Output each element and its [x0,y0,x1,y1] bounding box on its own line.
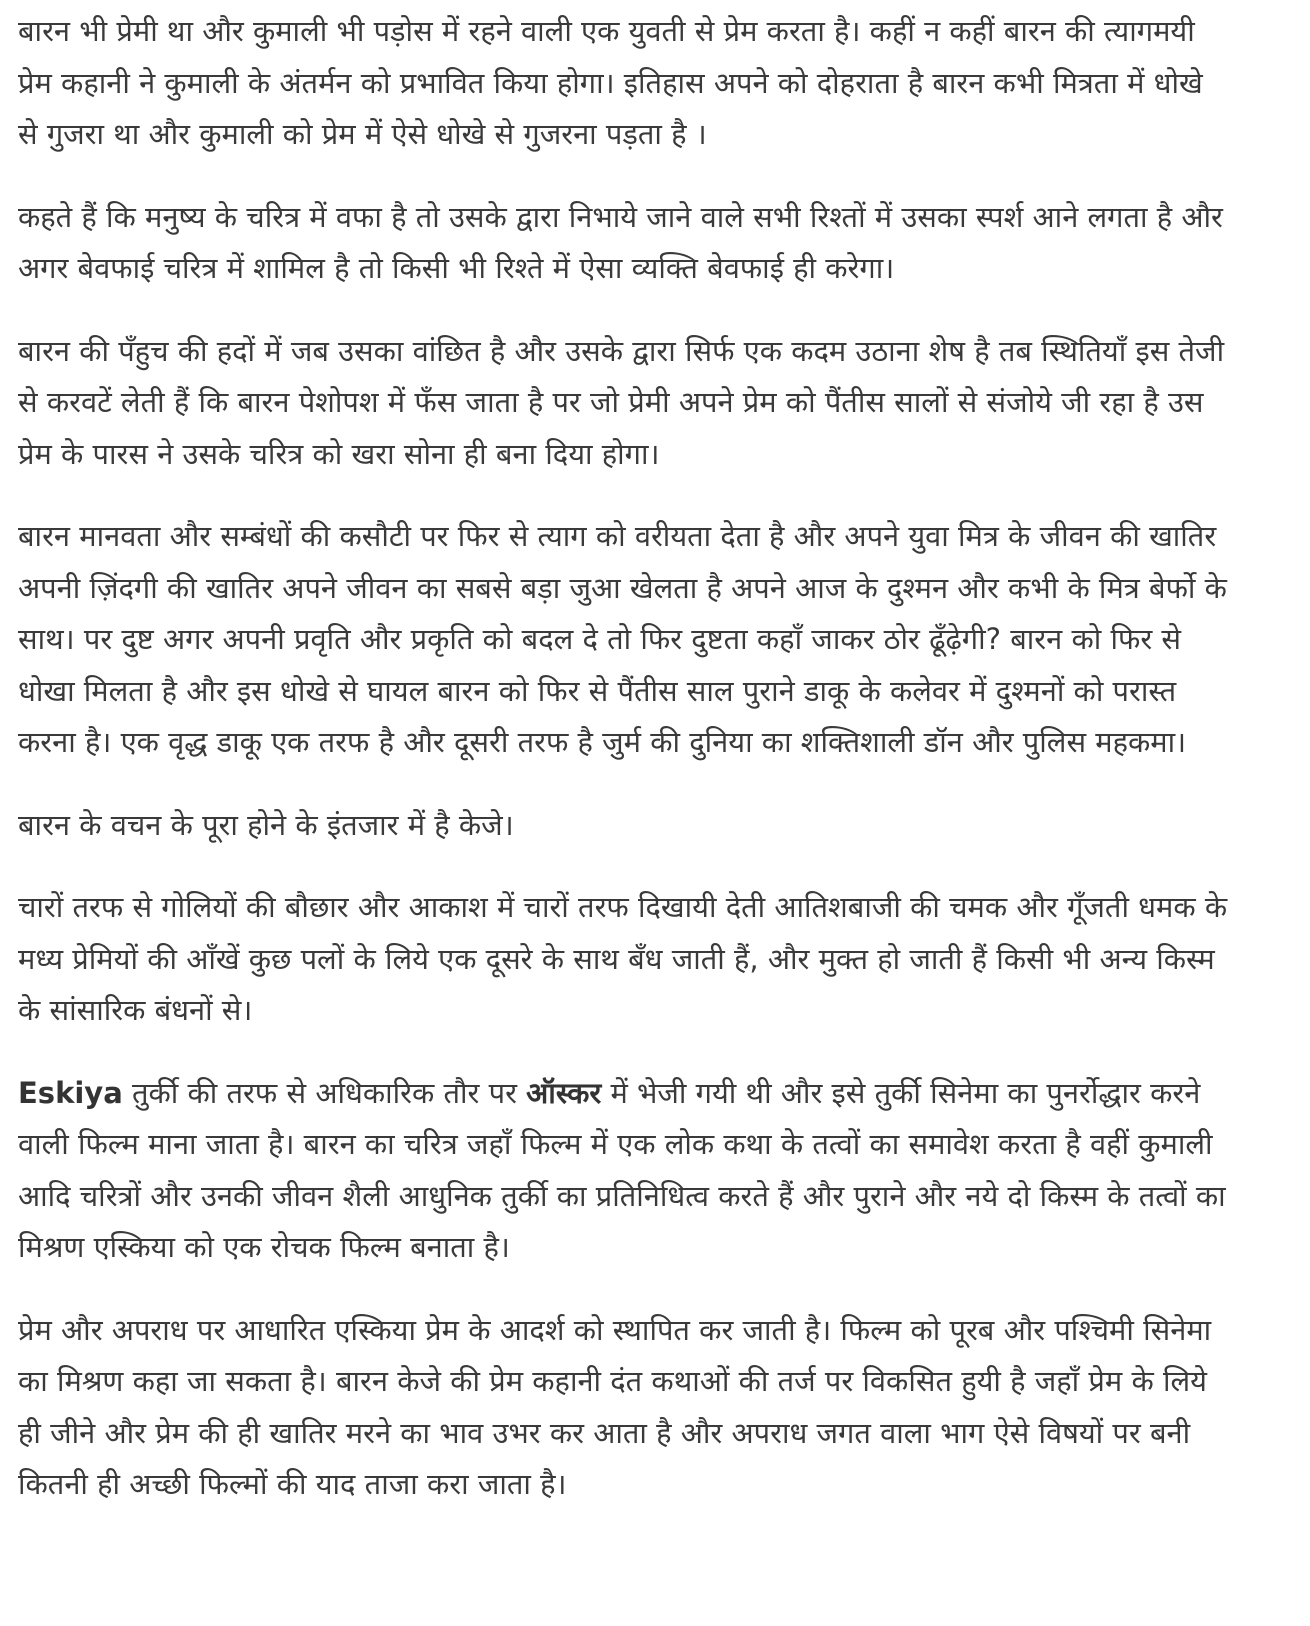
article-body [18,6,1230,1511]
paragraph-keje-waiting: बारन के वचन के पूरा होने के इंतजार में है केजे। [18,807,514,842]
paragraph-loyalty: कहते हैं कि मनुष्य के चरित्र में वफा है तो उसके द्वारा निभाये जाने वाले सभी रिश्तों में उसका स्पर्श आने लगता है और अगर बेवफाई चरित्र में शामिल है तो किसी भी रिश्ते में ऐसा व्यक्ति बेवफाई ही करेगा। [18,199,1223,285]
oscar-text-2: में भेजी गयी थी और इसे तुर्की सिनेमा का पुनर्रोद्धार करने वाली फिल्म माना जाता है। बारन का चरित्र जहाँ फिल्म में एक लोक कथा के तत्वों का समावेश करता है वहीं कुमाली आदि चरित्रों और उनकी जीवन शैली आधुनिक तुर्की का प्रतिनिधित्व करते हैं और पुराने और नये दो किस्म के तत्वों का मिश्रण एस्किया को एक रोचक फिल्म बनाता है। [18,1075,1226,1264]
paragraph-baran-sacrifice: बारन मानवता और सम्बंधों की कसौटी पर फिर से त्याग को वरीयता देता है और अपने युवा मित्र के जीवन की खातिर अपनी ज़िंदगी की खातिर अपने जीवन का सबसे बड़ा जुआ खेलता है अपने आज के दुश्मन और कभी के मित्र बेर्फो के साथ। पर दुष्ट अगर अपनी प्रवृति और प्रकृति को बदल दे तो फिर दुष्टता कहाँ जाकर ठोर ढूँढ़ेगी? बारन को फिर से धोखा मिलता है और इस धोखे से घायल बारन को फिर से पैंतीस साल पुराने डाकू के कलेवर में दुश्मनों को परास्त करना है। एक वृद्ध डाकू एक तरफ है और दूसरी तरफ है जुर्म की दुनिया का शक्तिशाली डॉन और पुलिस महकमा। [18,519,1227,759]
film-name: Eskiya [18,1075,123,1110]
paragraph-climax: चारों तरफ से गोलियों की बौछार और आकाश में चारों तरफ दिखायी देती आतिशबाजी की चमक और गूँजती धमक के मध्य प्रेमियों की आँखें कुछ पलों के लिये एक दूसरे के साथ बँध जाती हैं, और मुक्त हो जाती हैं किसी भी अन्य किस्म के सांसारिक बंधनों से। [18,890,1228,1027]
oscar-text-1: तुर्की की तरफ से अधिकारिक तौर पर [122,1075,527,1110]
paragraph-oscar-entry [18,1068,1230,1274]
paragraph-kumali-love: बारन भी प्रेमी था और कुमाली भी पड़ोस में रहने वाली एक युवती से प्रेम करता है। कहीं न कहीं बारन की त्यागमयी प्रेम कहानी ने कुमाली के अंतर्मन को प्रभावित किया होगा। इतिहास अपने को दोहराता है बारन कभी मित्रता में धोखे से गुजरा था और कुमाली को प्रेम में ऐसे धोखे से गुजरना पड़ता है । [18,14,1203,151]
paragraph-conclusion: प्रेम और अपराध पर आधारित एस्किया प्रेम के आदर्श को स्थापित कर जाती है। फिल्म को पूरब और पश्चिमी सिनेमा का मिश्रण कहा जा सकता है। बारन केजे की प्रेम कहानी दंत कथाओं की तर्ज पर विकसित हुयी है जहाँ प्रेम के लिये ही जीने और प्रेम की ही खातिर मरने का भाव उभर कर आता है और अपराध जगत वाला भाग ऐसे विषयों पर बनी कितनी ही अच्छी फिल्मों की याद ताजा करा जाता है। [18,1312,1212,1501]
award-name: ऑस्कर [526,1075,602,1110]
paragraph-baran-dilemma: बारन की पँहुच की हदों में जब उसका वांछित है और उसके द्वारा सिर्फ एक कदम उठाना शेष है तब स्थितियाँ इस तेजी से करवटें लेती हैं कि बारन पेशोपश में फँस जाता है पर जो प्रेमी अपने प्रेम को पैंतीस सालों से संजोये जी रहा है उस प्रेम के पारस ने उसके चरित्र को खरा सोना ही बना दिया होगा। [18,333,1225,471]
